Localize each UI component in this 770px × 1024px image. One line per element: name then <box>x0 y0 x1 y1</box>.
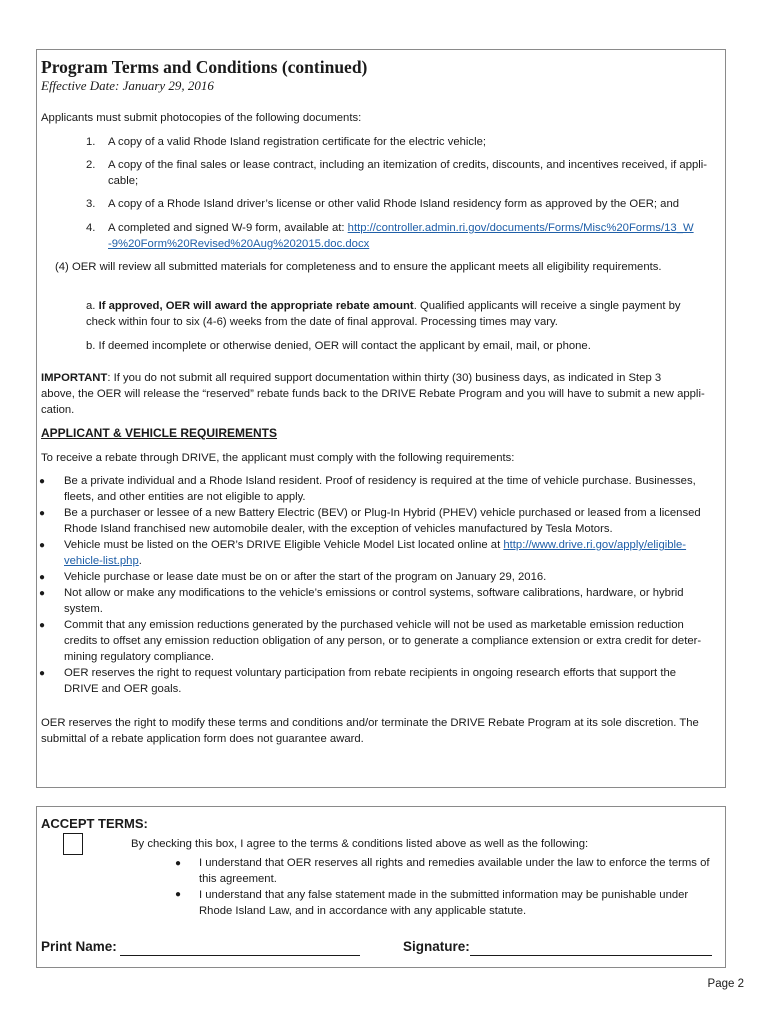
bullet-icon: ● <box>39 572 46 583</box>
bullet-icon: ● <box>39 508 46 519</box>
bullet-icon: ● <box>175 858 182 869</box>
step-4-review: (4) OER will review all submitted materials for completeness and to ensure the applicant meets all eligibility requirements. <box>55 261 662 273</box>
bullet-icon: ● <box>39 588 46 599</box>
accept-statement: By checking this box, I agree to the terms & conditions listed above as well as the following: <box>131 838 589 850</box>
step-a-line2: check within four to six (4-6) weeks from the date of final approval. Processing times may vary. <box>86 316 558 328</box>
bullet-icon: ● <box>39 668 46 679</box>
documents-intro: Applicants must submit photocopies of the following documents: <box>41 112 362 124</box>
bullet-icon: ● <box>39 476 46 487</box>
signature-label: Signature: <box>403 939 470 954</box>
accept-terms-heading: ACCEPT TERMS: <box>41 816 148 831</box>
closing-statement: OER reserves the right to modify these terms and conditions and/or terminate the DRIVE Rebate Program at its sole discretion. The <box>41 717 699 729</box>
eligible-vehicle-list-link-cont[interactable]: vehicle-list.php <box>64 555 139 567</box>
w9-form-link[interactable]: http://controller.admin.ri.gov/documents/Forms/Misc%20Forms/13_W <box>347 222 694 234</box>
bullet-icon: ● <box>39 620 46 631</box>
important-notice: IMPORTANT: If you do not submit all required support documentation within thirty (30) business days, as indicated in Step 3 <box>41 372 662 384</box>
important-notice-line3: cation. <box>41 404 75 416</box>
step-b-denied: b. If deemed incomplete or otherwise denied, OER will contact the applicant by email, mail, or phone. <box>86 340 591 352</box>
page-number: Page 2 <box>707 978 744 990</box>
step-a-approved: a. If approved, OER will award the appropriate rebate amount. Qualified applicants will receive a single payment by <box>86 300 681 312</box>
requirements-heading: APPLICANT & VEHICLE REQUIREMENTS <box>41 426 278 440</box>
closing-statement-line2: submittal of a rebate application form does not guarantee award. <box>41 733 364 745</box>
important-notice-line2: above, the OER will release the “reserved” rebate funds back to the DRIVE Rebate Program and you will have to submit a new appli- <box>41 388 705 400</box>
signature-field[interactable] <box>470 955 712 956</box>
w9-form-link-cont[interactable]: -9%20Form%20Revised%20Aug%202015.doc.docx <box>108 238 370 250</box>
print-name-field[interactable] <box>120 955 360 956</box>
accept-terms-checkbox[interactable] <box>63 833 83 855</box>
effective-date: Effective Date: January 29, 2016 <box>41 78 214 93</box>
page-title: Program Terms and Conditions (continued) <box>41 57 368 77</box>
bullet-icon: ● <box>39 540 46 551</box>
requirements-intro: To receive a rebate through DRIVE, the applicant must comply with the following requirements: <box>41 452 515 464</box>
print-name-label: Print Name: <box>41 939 117 954</box>
bullet-icon: ● <box>175 889 182 900</box>
eligible-vehicle-list-link[interactable]: http://www.drive.ri.gov/apply/eligible- <box>503 539 687 551</box>
